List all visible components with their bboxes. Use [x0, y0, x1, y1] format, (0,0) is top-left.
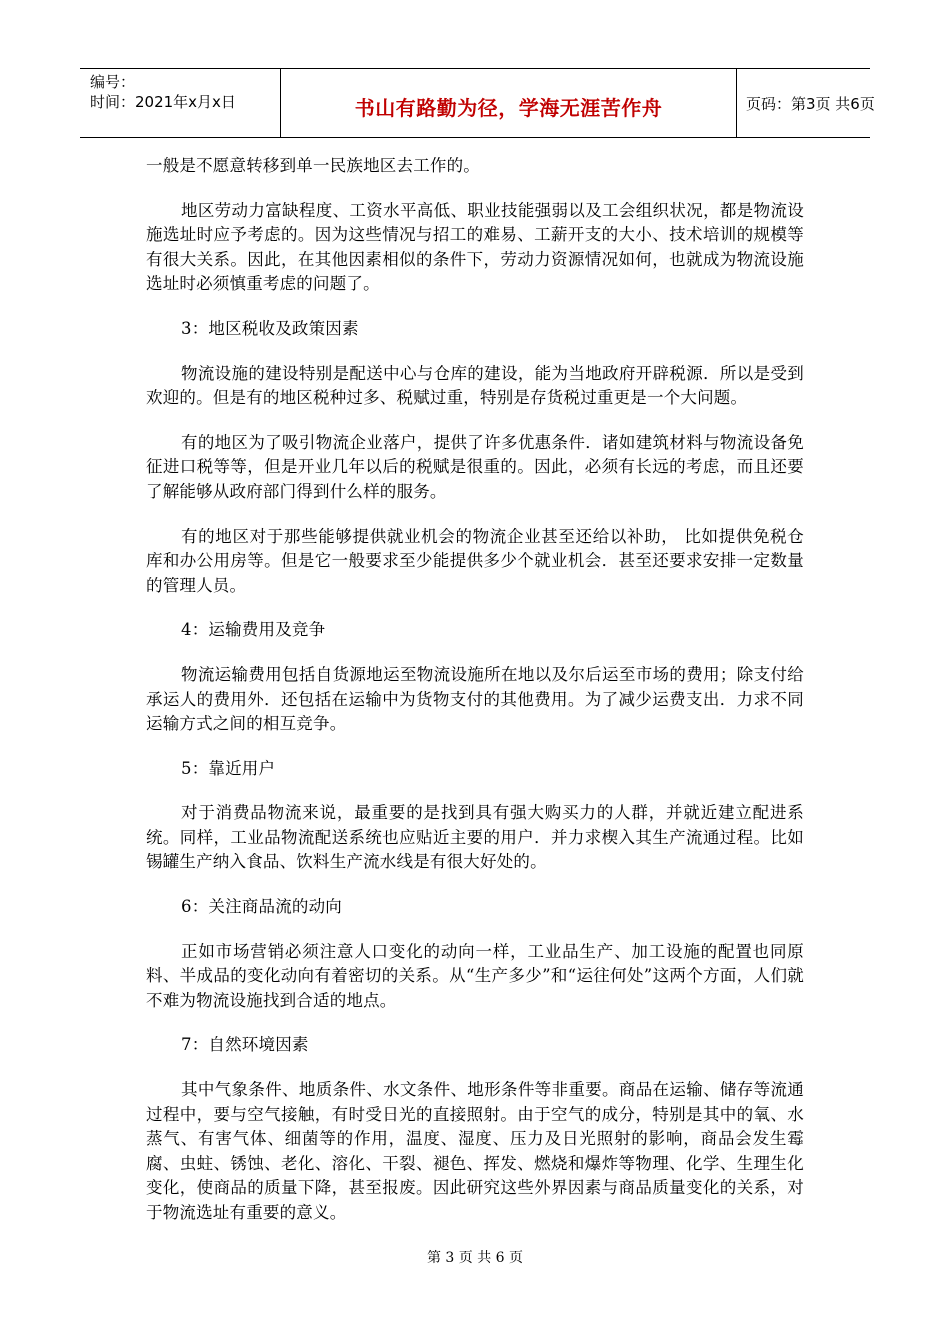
section-heading: 3：地区税收及政策因素 [181, 318, 359, 338]
document-number: 编号： [90, 73, 136, 91]
document-date: 时间：2021年x月x日 [90, 93, 236, 111]
paragraph: 有的地区为了吸引物流企业落户，提供了许多优惠条件．诸如建筑材料与物流设备免征进口税等等，但是开业几年以后的税赋是很重的。因此，必须有长远的考虑，而且还要了解能够从政府部门得到什么样的服务。 [146, 432, 804, 501]
header-meta-cell [80, 69, 280, 137]
section-heading: 5：靠近用户 [181, 758, 276, 778]
paragraph: 地区劳动力富缺程度、工资水平高低、职业技能强弱以及工会组织状况，都是物流设施选址时应予考虑的。因为这些情况与招工的难易、工薪开支的大小、技术培训的规模等有很大关系。因此，在其他因素相似的条件下，劳动力资源情况如何，也就成为物流设施选址时必须慎重考虑的问题了。 [146, 200, 804, 294]
paragraph: 对于消费品物流来说，最重要的是找到具有强大购买力的人群，并就近建立配进系统。同样，工业品物流配送系统也应贴近主要的用户．并力求楔入其生产流通过程。比如锡罐生产纳入食品、饮料生产流水线是有很大好处的。 [146, 803, 804, 872]
page-footer: 第 3 页 共 6 页 [426, 1250, 524, 1266]
paragraph: 有的地区对于那些能够提供就业机会的物流企业甚至还给以补助， 比如提供免税仓库和办公用房等。但是它一般要求至少能提供多少个就业机会．甚至还要求安排一定数量的管理人员。 [146, 526, 804, 595]
header-motto: 书山有路勤为径，学海无涯苦作舟 [354, 96, 663, 120]
page-header [80, 68, 875, 138]
paragraph: 正如市场营销必须注意人口变化的动向一样，工业品生产、加工设施的配置也同原料、半成品的变化动向有着密切的关系。从“生产多少”和“运往何处”这两个方面，人们就不难为物流设施找到合适的地点。 [146, 941, 804, 1010]
header-page-info: 页码：第3页 共6页 [746, 95, 875, 113]
section-heading: 7：自然环境因素 [181, 1035, 309, 1055]
document-body [146, 154, 804, 1246]
paragraph: 一般是不愿意转移到单一民族地区去工作的。 [146, 156, 480, 175]
section-heading: 6：关注商品流的动向 [181, 897, 342, 917]
paragraph: 其中气象条件、地质条件、水文条件、地形条件等非重要。商品在运输、储存等流通过程中，要与空气接触，有时受日光的直接照射。由于空气的成分，特别是其中的氧、水蒸气、有害气体、细菌等的作用，温度、湿度、压力及日光照射的影响，商品会发生霉腐、虫蛀、锈蚀、老化、溶化、干裂、褪色、挥发、燃烧和爆炸等物理、化学、生理生化变化，使商品的质量下降，甚至报废。因此研究这些外界因素与商品质量变化的关系，对于物流选址有重要的意义。 [146, 1080, 804, 1222]
paragraph: 物流设施的建设特别是配送中心与仓库的建设，能为当地政府开辟税源．所以是受到欢迎的。但是有的地区税种过多、税赋过重，特别是存货税过重更是一个大问题。 [146, 363, 804, 408]
paragraph: 物流运输费用包括自货源地运至物流设施所在地以及尔后运至市场的费用；除支付给承运人的费用外．还包括在运输中为货物支付的其他费用。为了减少运费支出．力求不同运输方式之间的相互竞争。 [146, 664, 804, 734]
header-page-cell [736, 69, 875, 137]
section-heading: 4：运输费用及竞争 [181, 620, 326, 640]
header-motto-cell [280, 69, 737, 137]
